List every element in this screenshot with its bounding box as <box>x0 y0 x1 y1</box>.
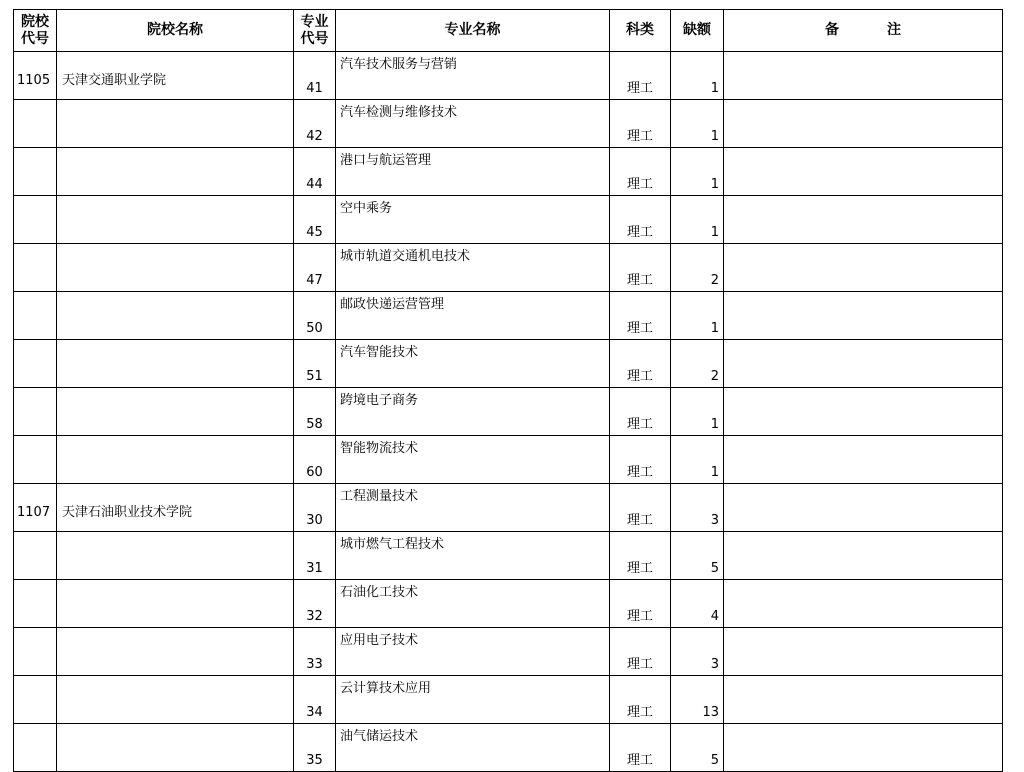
header-row <box>14 10 1003 52</box>
table-row <box>14 52 1003 100</box>
major-name-cell: 汽车智能技术 <box>336 340 610 388</box>
school-name-cell <box>57 292 294 340</box>
school-code-cell <box>14 196 57 244</box>
remark-cell <box>724 292 1003 340</box>
remark-cell <box>724 580 1003 628</box>
category-cell: 理工 <box>610 196 671 244</box>
school-code-cell <box>14 580 57 628</box>
remark-cell <box>724 196 1003 244</box>
table-row <box>14 436 1003 484</box>
quota-cell: 1 <box>671 196 724 244</box>
school-name-cell <box>57 436 294 484</box>
quota-cell: 1 <box>671 148 724 196</box>
school-code-cell <box>14 724 57 772</box>
table-row <box>14 100 1003 148</box>
major-code-cell: 51 <box>294 340 336 388</box>
major-code-cell: 47 <box>294 244 336 292</box>
quota-cell: 1 <box>671 436 724 484</box>
school-name-cell <box>57 532 294 580</box>
table-row <box>14 724 1003 772</box>
school-name-cell: 天津石油职业技术学院 <box>57 484 294 532</box>
school-code-cell <box>14 340 57 388</box>
quota-cell: 2 <box>671 340 724 388</box>
category-cell: 理工 <box>610 676 671 724</box>
major-name-cell: 港口与航运管理 <box>336 148 610 196</box>
quota-cell: 1 <box>671 100 724 148</box>
school-name-cell <box>57 148 294 196</box>
major-name-cell: 智能物流技术 <box>336 436 610 484</box>
quota-cell: 3 <box>671 484 724 532</box>
category-cell: 理工 <box>610 52 671 100</box>
school-name-cell: 天津交通职业学院 <box>57 52 294 100</box>
header-category: 科类 <box>610 10 671 52</box>
major-name-cell: 城市轨道交通机电技术 <box>336 244 610 292</box>
category-cell: 理工 <box>610 436 671 484</box>
category-cell: 理工 <box>610 532 671 580</box>
quota-cell: 1 <box>671 292 724 340</box>
category-cell: 理工 <box>610 148 671 196</box>
major-code-cell: 44 <box>294 148 336 196</box>
school-name-cell <box>57 388 294 436</box>
major-name-cell: 石油化工技术 <box>336 580 610 628</box>
remark-cell <box>724 676 1003 724</box>
major-code-cell: 58 <box>294 388 336 436</box>
major-code-cell: 31 <box>294 532 336 580</box>
table-row <box>14 388 1003 436</box>
category-cell: 理工 <box>610 628 671 676</box>
header-major-code: 专业 代号 <box>294 10 336 52</box>
major-code-cell: 33 <box>294 628 336 676</box>
remark-cell <box>724 340 1003 388</box>
table-row <box>14 340 1003 388</box>
remark-cell <box>724 244 1003 292</box>
major-code-cell: 30 <box>294 484 336 532</box>
major-code-cell: 34 <box>294 676 336 724</box>
remark-cell <box>724 628 1003 676</box>
major-name-cell: 云计算技术应用 <box>336 676 610 724</box>
school-name-cell <box>57 676 294 724</box>
school-name-cell <box>57 100 294 148</box>
major-code-cell: 60 <box>294 436 336 484</box>
school-code-cell: 1105 <box>14 52 57 100</box>
remark-cell <box>724 148 1003 196</box>
major-code-cell: 35 <box>294 724 336 772</box>
school-name-cell <box>57 724 294 772</box>
major-name-cell: 油气储运技术 <box>336 724 610 772</box>
school-code-cell <box>14 292 57 340</box>
quota-cell: 1 <box>671 52 724 100</box>
major-name-cell: 跨境电子商务 <box>336 388 610 436</box>
school-name-cell <box>57 580 294 628</box>
remark-cell <box>724 388 1003 436</box>
school-code-cell: 1107 <box>14 484 57 532</box>
table-row <box>14 580 1003 628</box>
school-code-cell <box>14 100 57 148</box>
table-row <box>14 148 1003 196</box>
header-school-code: 院校 代号 <box>14 10 57 52</box>
remark-cell <box>724 484 1003 532</box>
category-cell: 理工 <box>610 388 671 436</box>
table-row <box>14 292 1003 340</box>
quota-cell: 13 <box>671 676 724 724</box>
remark-cell <box>724 436 1003 484</box>
table-row <box>14 532 1003 580</box>
school-code-cell <box>14 436 57 484</box>
category-cell: 理工 <box>610 340 671 388</box>
remark-cell <box>724 52 1003 100</box>
quota-cell: 3 <box>671 628 724 676</box>
remark-cell <box>724 532 1003 580</box>
quota-cell: 1 <box>671 388 724 436</box>
table-row <box>14 196 1003 244</box>
quota-cell: 5 <box>671 532 724 580</box>
vacancy-table <box>13 9 1003 772</box>
major-code-cell: 41 <box>294 52 336 100</box>
major-code-cell: 50 <box>294 292 336 340</box>
school-code-cell <box>14 388 57 436</box>
school-code-cell <box>14 532 57 580</box>
quota-cell: 2 <box>671 244 724 292</box>
table-body <box>14 52 1003 772</box>
quota-cell: 4 <box>671 580 724 628</box>
quota-cell: 5 <box>671 724 724 772</box>
header-major-name: 专业名称 <box>336 10 610 52</box>
school-code-cell <box>14 244 57 292</box>
table-row <box>14 484 1003 532</box>
major-name-cell: 应用电子技术 <box>336 628 610 676</box>
remark-cell <box>724 724 1003 772</box>
header-school-name: 院校名称 <box>57 10 294 52</box>
header-quota: 缺额 <box>671 10 724 52</box>
major-name-cell: 汽车检测与维修技术 <box>336 100 610 148</box>
category-cell: 理工 <box>610 580 671 628</box>
school-code-cell <box>14 148 57 196</box>
category-cell: 理工 <box>610 100 671 148</box>
major-name-cell: 邮政快递运营管理 <box>336 292 610 340</box>
category-cell: 理工 <box>610 244 671 292</box>
major-code-cell: 42 <box>294 100 336 148</box>
major-name-cell: 工程测量技术 <box>336 484 610 532</box>
major-name-cell: 城市燃气工程技术 <box>336 532 610 580</box>
school-code-cell <box>14 628 57 676</box>
school-name-cell <box>57 340 294 388</box>
major-name-cell: 汽车技术服务与营销 <box>336 52 610 100</box>
table-row <box>14 244 1003 292</box>
remark-cell <box>724 100 1003 148</box>
category-cell: 理工 <box>610 292 671 340</box>
category-cell: 理工 <box>610 484 671 532</box>
school-code-cell <box>14 676 57 724</box>
category-cell: 理工 <box>610 724 671 772</box>
major-code-cell: 32 <box>294 580 336 628</box>
header-remark: 备 注 <box>724 10 1003 52</box>
table-row <box>14 628 1003 676</box>
school-name-cell <box>57 628 294 676</box>
major-code-cell: 45 <box>294 196 336 244</box>
major-name-cell: 空中乘务 <box>336 196 610 244</box>
school-name-cell <box>57 244 294 292</box>
table-row <box>14 676 1003 724</box>
school-name-cell <box>57 196 294 244</box>
